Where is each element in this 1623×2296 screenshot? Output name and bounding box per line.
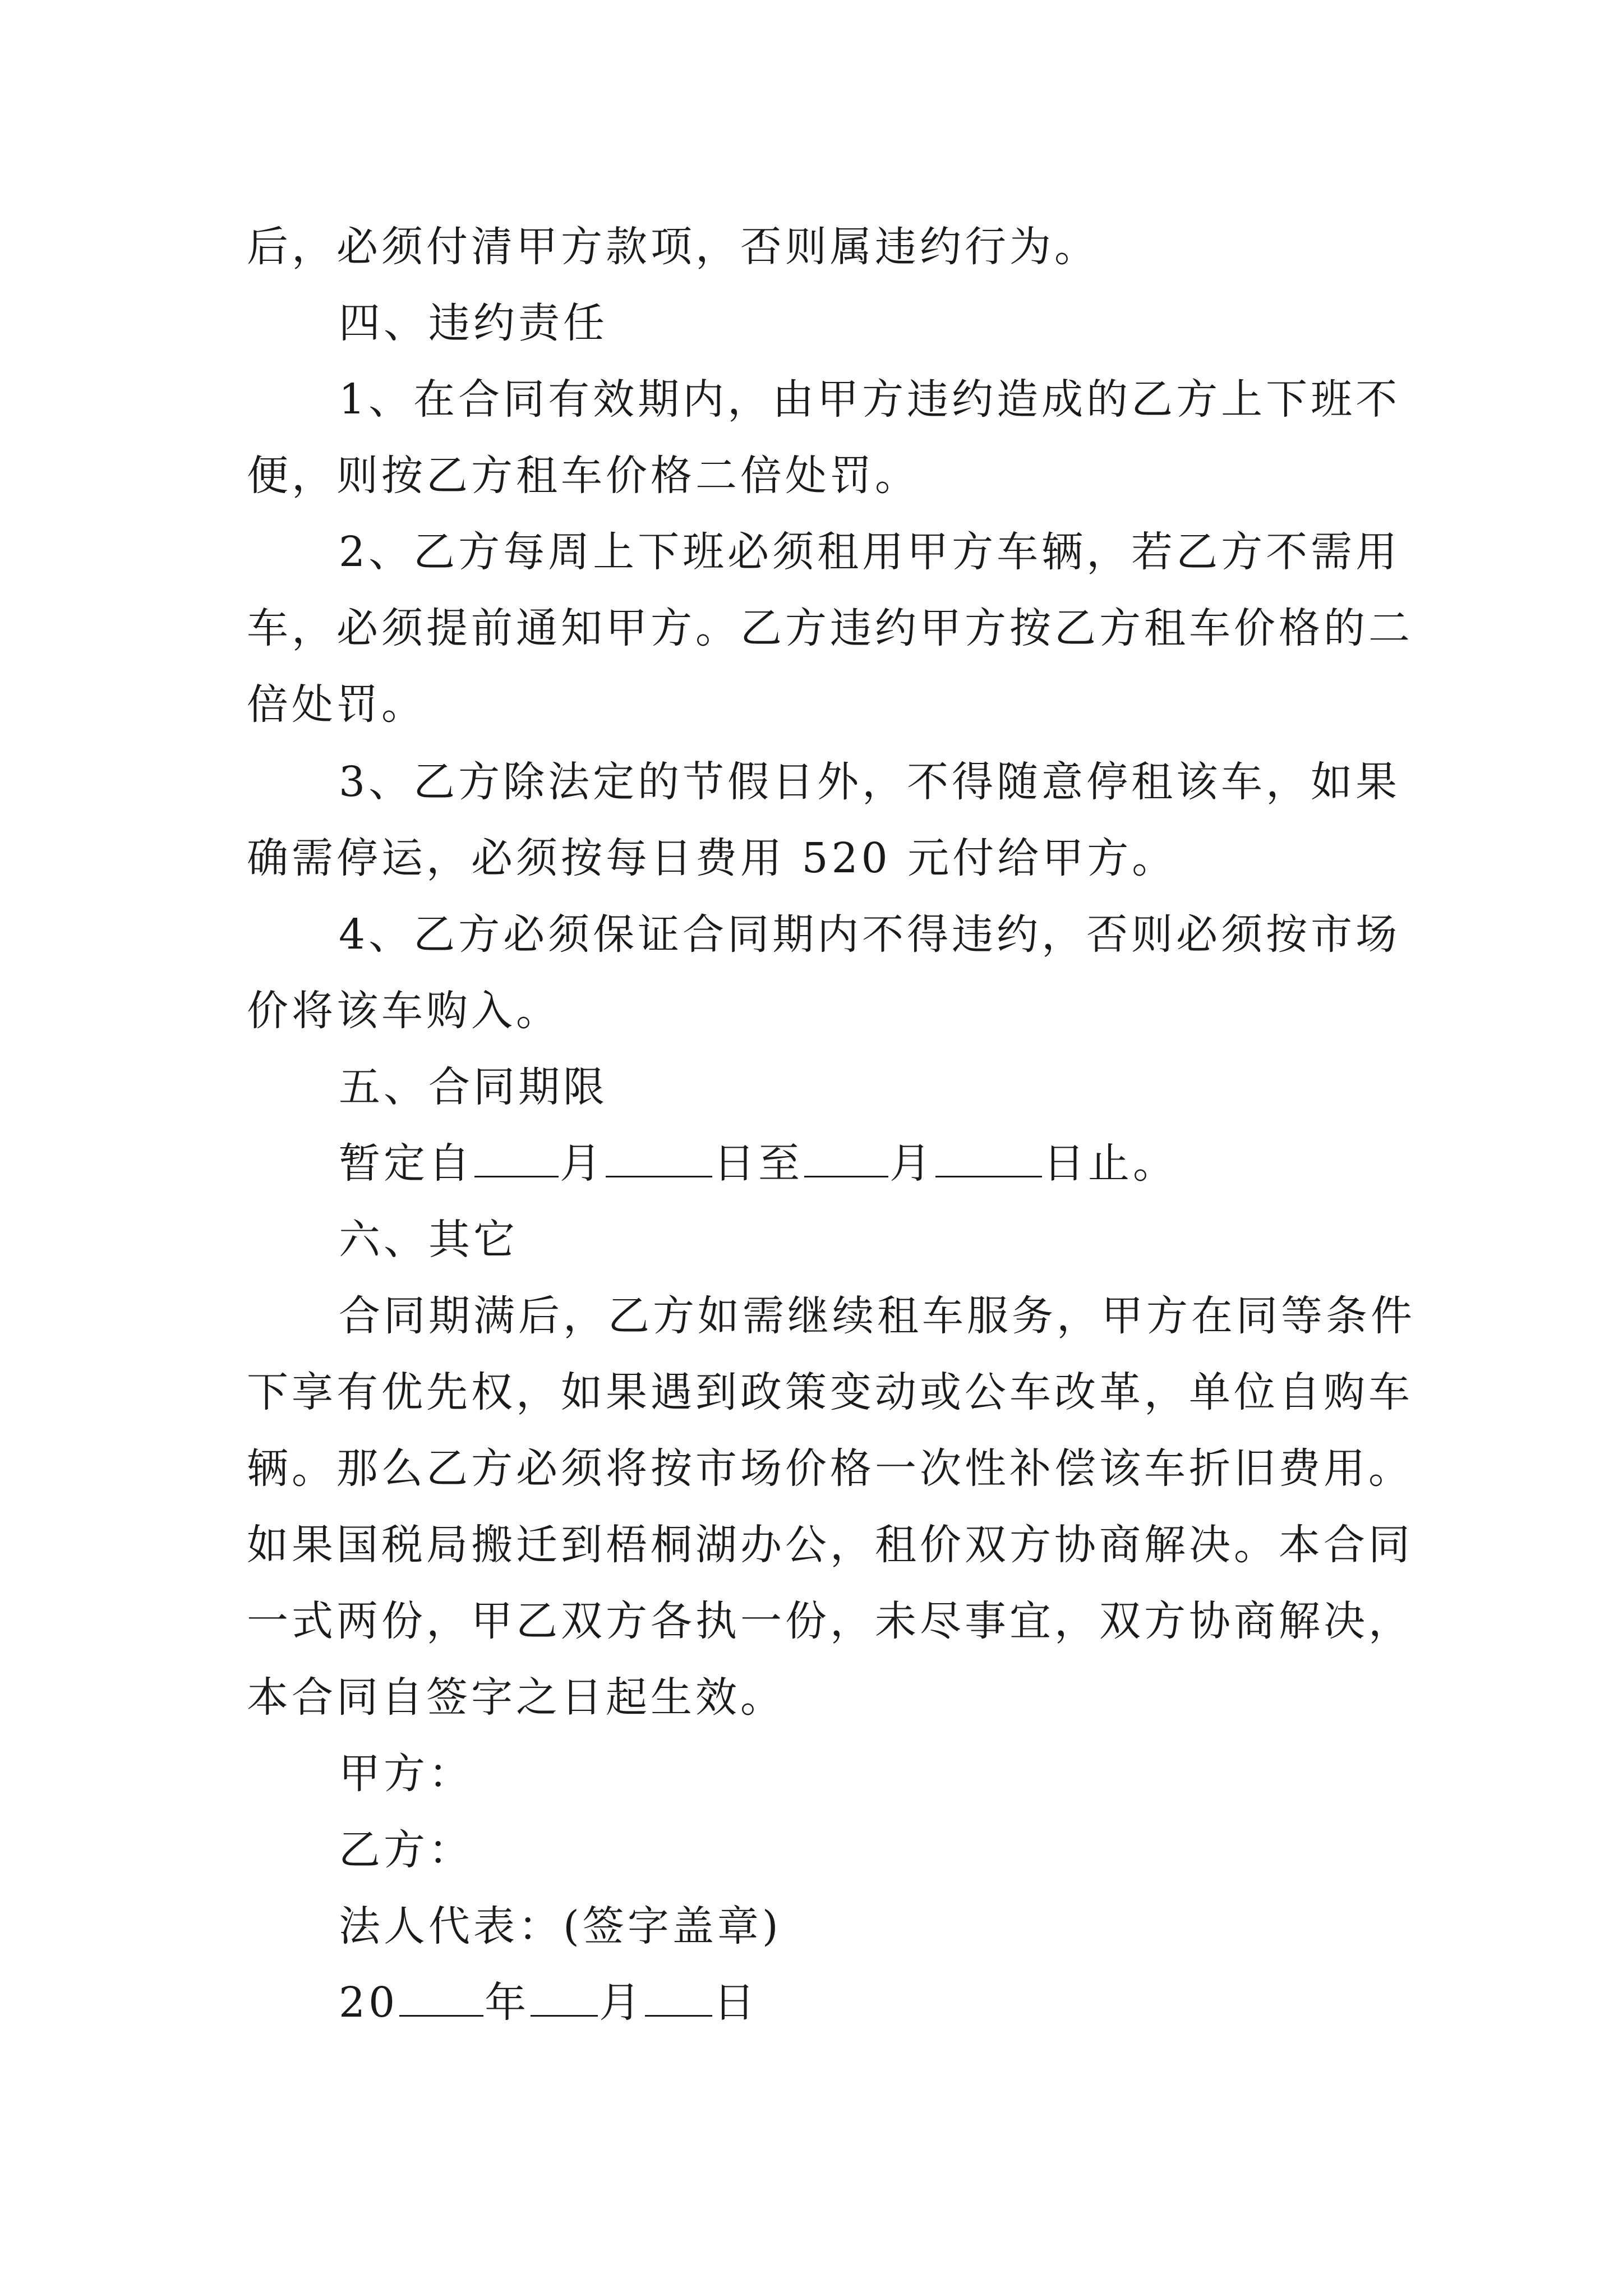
section-title: 四、违约责任 [339,299,608,347]
text-line: 一式两份，甲乙双方各执一份，未尽事宜，双方协商解决， [247,1597,1413,1645]
section-title: 六、其它 [339,1216,518,1264]
date-day: 日 [713,1978,759,2027]
signature-date [247,1964,1380,2041]
paragraph-continuation [247,209,1380,285]
text-line: 3、乙方除法定的节假日外，不得随意停租该车，如果 [339,758,1401,806]
term-month-1: 月 [560,1139,605,1188]
month-blank[interactable] [531,1980,598,2017]
text-line: 价将该车购入。 [247,987,561,1035]
signature-legal-rep [247,1888,1380,1964]
date-year: 年 [485,1978,530,2027]
section-heading-term [247,1049,1380,1125]
clause-3 [247,744,1401,896]
text-line: 合同期满后，乙方如需继续租车服务，甲方在同等条件 [339,1292,1415,1340]
text-line: 后，必须付清甲方款项，否则属违约行为。 [247,223,1099,271]
text-line: 便，则按乙方租车价格二倍处罚。 [247,452,920,500]
text-line: 2、乙方每周上下班必须租用甲方车辆，若乙方不需用 [339,528,1401,576]
day-blank-1[interactable] [606,1141,712,1177]
date-prefix: 20 [339,1978,399,2027]
text-line: 辆。那么乙方必须将按市场价格一次性补偿该车折旧费用。 [247,1444,1413,1493]
party-a-label: 甲方： [339,1750,473,1798]
legal-rep-label: 法人代表：(签字盖章) [339,1902,782,1950]
text-line: 如果国税局搬迁到梧桐湖办公，租价双方协商解决。本合同 [247,1521,1413,1569]
term-month-2: 月 [889,1139,934,1188]
date-line [247,1964,1380,2041]
day-blank[interactable] [645,1980,712,2017]
clause-4 [247,896,1401,1049]
text-line: 车，必须提前通知甲方。乙方违约甲方按乙方租车价格的二 [247,604,1413,652]
text-line: 4、乙方必须保证合同期内不得违约，否则必须按市场 [339,910,1401,959]
day-blank-2[interactable] [935,1141,1042,1177]
section-title: 五、合同期限 [339,1063,608,1111]
term-day-1: 日至 [713,1139,803,1188]
section-heading-other [247,1202,1380,1278]
party-b-label: 乙方： [339,1826,473,1874]
section-heading-breach [247,285,1380,361]
date-month: 月 [599,1978,644,2027]
text-line: 下享有优先权，如果遇到政策变动或公车改革，单位自购车 [247,1368,1413,1416]
month-blank-2[interactable] [804,1141,888,1177]
term-fill-line [247,1125,1380,1202]
clause-1 [247,361,1401,514]
clause-2 [247,514,1413,743]
year-blank[interactable] [399,1980,483,2017]
month-blank-1[interactable] [474,1141,559,1177]
signature-party-a [247,1736,1380,1812]
text-line: 倍处罚。 [247,680,426,729]
clause-other [247,1278,1415,1736]
term-prefix: 暂定自 [339,1139,473,1188]
text-line: 确需停运，必须按每日费用 520 元付给甲方。 [247,834,1177,882]
signature-party-b [247,1812,1380,1888]
term-line [247,1125,1380,1202]
text-line: 本合同自签字之日起生效。 [247,1673,785,1722]
text-line: 1、在合同有效期内，由甲方违约造成的乙方上下班不 [339,375,1401,424]
term-day-2: 日止。 [1043,1139,1178,1188]
